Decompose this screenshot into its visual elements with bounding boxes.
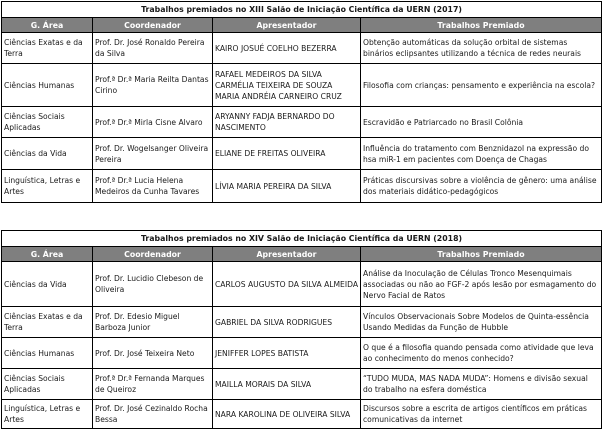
table-title: Trabalhos premiados no XIV Salão de Iniciação Científica da UERN (2018) [2,231,602,247]
presenter-name: CARLOS AUGUSTO DA SILVA ALMEIDA [215,279,359,289]
cell-area: Ciências da Vida [2,262,93,307]
table-row [2,170,602,203]
cell-work: “TUDO MUDA, MAS NADA MUDA”: Homens e divisão sexual do trabalho na esfera doméstica [361,369,602,400]
cell-area: Linguística, Letras e Artes [2,170,93,203]
table-title: Trabalhos premiados no XIII Salão de Iniciação Científica da UERN (2017) [2,2,602,18]
cell-work: Escravidão e Patriarcado no Brasil Colônia [361,107,602,138]
table-header-row [2,18,602,33]
cell-coordinator: Prof.ª Dr.ª Mirla Cisne Alvaro [93,107,213,138]
cell-area: Ciências Exatas e da Terra [2,307,93,338]
header-area: G. Área [2,18,93,33]
cell-presenter [213,262,361,307]
presenter-name: CARMÉLIA TEIXEIRA DE SOUZA [215,80,333,90]
cell-area: Ciências Humanas [2,64,93,107]
table-row [2,307,602,338]
cell-presenter [213,400,361,429]
cell-area: Ciências Sociais Aplicadas [2,369,93,400]
cell-presenter [213,170,361,203]
presenter-name: LÍVIA MARIA PEREIRA DA SILVA [215,181,332,191]
header-work: Trabalhos Premiado [361,247,602,262]
cell-area: Ciências Sociais Aplicadas [2,107,93,138]
cell-coordinator: Prof.ª Dr.ª Lucia Helena Medeiros da Cunha Tavares [93,170,213,203]
cell-coordinator: Prof.ª Dr.ª Fernanda Marques de Queiroz [93,369,213,400]
table-row [2,138,602,170]
table-header-row [2,247,602,262]
presenter-name: ARYANNY FADJA BERNARDO DO NASCIMENTO [215,112,335,132]
cell-area: Ciências da Vida [2,138,93,170]
cell-area: Linguística, Letras e Artes [2,400,93,429]
header-coordinator: Coordenador [93,247,213,262]
cell-coordinator: Prof. Dr. Wogelsanger Oliveira Pereira [93,138,213,170]
cell-work: Influência do tratamento com Benznidazol na expressão do hsa miR-1 em pacientes com Doença de Chagas [361,138,602,170]
cell-area: Ciências Humanas [2,338,93,369]
cell-work: Obtenção automáticas da solução orbital de sistemas binários eclipsantes utilizando a técnica de redes neurais [361,33,602,64]
cell-work: O que é a filosofia quando pensada como atividade que leva ao conhecimento do menos conhecido? [361,338,602,369]
presenter-name: MAILLA MORAIS DA SILVA [215,379,312,389]
table-row [2,262,602,307]
cell-work: Análise da Inoculação de Células Tronco Mesenquimais associadas ou não ao FGF-2 após lesão por esmagamento do Nervo Facial de Ratos [361,262,602,307]
cell-coordinator: Prof. Dr. Lucidio Clebeson de Oliveira [93,262,213,307]
cell-coordinator: Prof. Dr. José Teixeira Neto [93,338,213,369]
cell-presenter [213,338,361,369]
presenter-name: GABRIEL DA SILVA RODRIGUES [215,317,333,327]
cell-presenter [213,33,361,64]
cell-presenter [213,64,361,107]
table-row [2,64,602,107]
awards-table-2018 [1,230,602,429]
cell-presenter [213,138,361,170]
cell-work: Filosofia com crianças: pensamento e experiência na escola? [361,64,602,107]
cell-work: Vínculos Observacionais Sobre Modelos de Quinta-essência Usando Medidas da Função de Hubble [361,307,602,338]
table-row [2,107,602,138]
presenter-name: MARIA ANDRÉIA CARNEIRO CRUZ [215,91,342,101]
cell-presenter [213,369,361,400]
presenter-name: RAFAEL MEDEIROS DA SILVA [215,69,322,79]
presenter-name: NARA KAROLINA DE OLIVEIRA SILVA [215,409,351,419]
header-area: G. Área [2,247,93,262]
table-row [2,338,602,369]
header-presenter: Apresentador [213,247,361,262]
presenter-name: KAIRO JOSUÉ COELHO BEZERRA [215,43,337,53]
cell-coordinator: Prof. Dr. José Cezinaldo Rocha Bessa [93,400,213,429]
cell-coordinator: Prof. Dr. Edesio Miguel Barboza Junior [93,307,213,338]
cell-work: Discursos sobre a escrita de artigos científicos em práticas comunicativas da internet [361,400,602,429]
presenter-name: ELIANE DE FREITAS OLIVEIRA [215,149,326,158]
cell-work: Práticas discursivas sobre a violência de gênero: uma análise dos materiais didático-pedagógicos [361,170,602,203]
awards-table-2017 [1,1,602,203]
table-title-row [2,2,602,18]
table-row [2,369,602,400]
cell-coordinator: Prof.ª Dr.ª Maria Reilta Dantas Cirino [93,64,213,107]
header-coordinator: Coordenador [93,18,213,33]
cell-coordinator: Prof. Dr. José Ronaldo Pereira da Silva [93,33,213,64]
table-row [2,400,602,429]
table-title-row [2,231,602,247]
header-work: Trabalhos Premiado [361,18,602,33]
cell-presenter [213,107,361,138]
header-presenter: Apresentador [213,18,361,33]
cell-area: Ciências Exatas e da Terra [2,33,93,64]
presenter-name: JENIFFER LOPES BATISTA [215,348,309,358]
table-row [2,33,602,64]
cell-presenter [213,307,361,338]
